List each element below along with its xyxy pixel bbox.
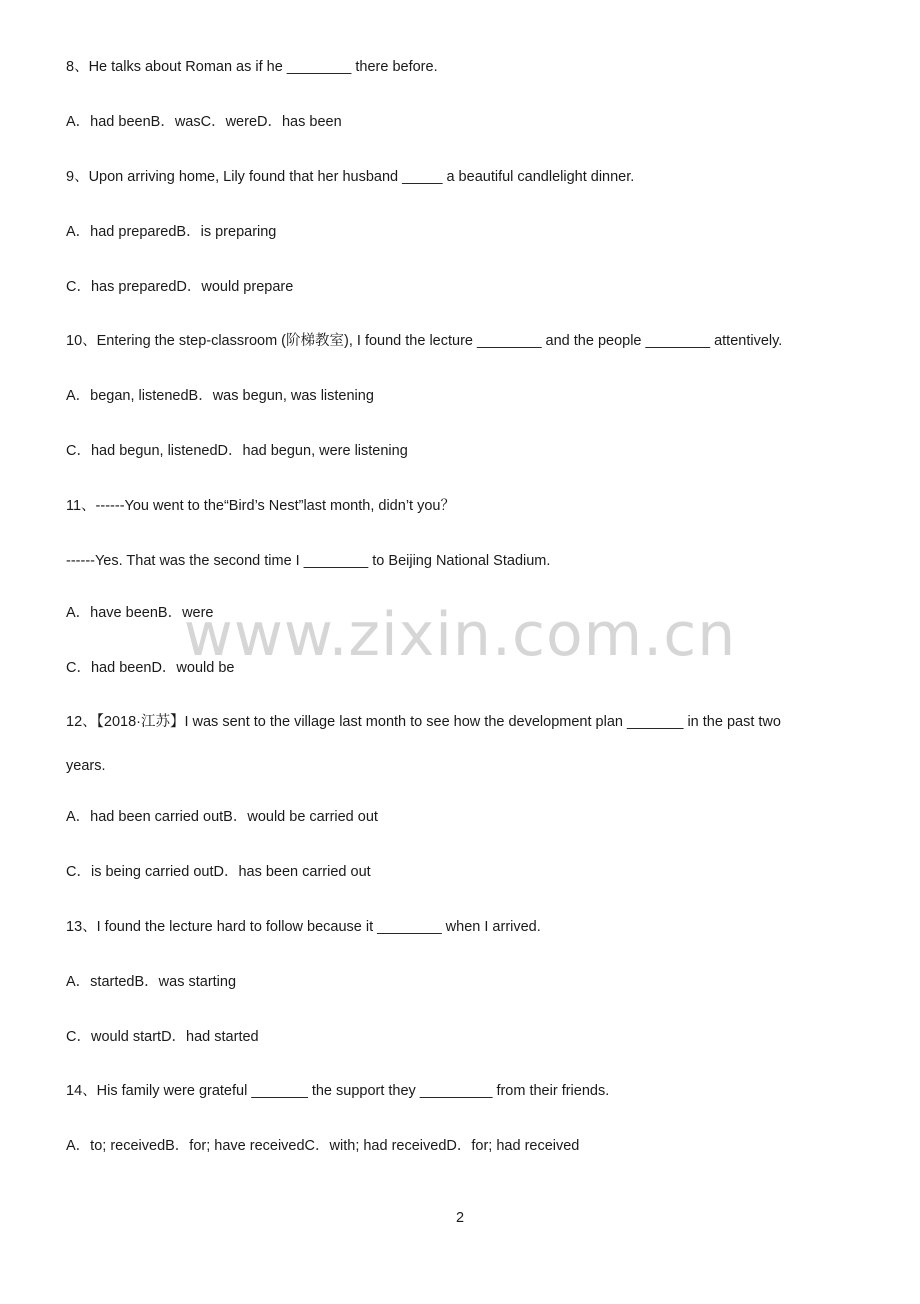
q8-options: A．had beenB．wasC．wereD．has been	[66, 114, 342, 130]
watermark: www.zixin.com.cn	[183, 600, 737, 670]
q8-stem: 8、He talks about Roman as if he ________ there before.	[66, 59, 438, 75]
q11-stem: 11、------You went to the“Bird’s Nest”last month, didn’t you？	[66, 498, 455, 514]
q9-stem: 9、Upon arriving home, Lily found that her husband _____ a beautiful candlelight dinner.	[66, 169, 635, 185]
q12-options-ab: A．had been carried outB．would be carried out	[66, 809, 378, 825]
q14-options: A．to; receivedB．for; have receivedC．with; had receivedD．for; had received	[66, 1138, 580, 1154]
q11-stem-reply: ------Yes. That was the second time I ________ to Beijing National Stadium.	[66, 553, 551, 569]
q11-options-cd: C．had beenD．would be	[66, 660, 235, 676]
q12-stem-cont: years.	[66, 758, 106, 774]
q14-stem: 14、His family were grateful _______ the support they _________ from their friends.	[66, 1083, 610, 1099]
q11-options-ab: A．have beenB．were	[66, 605, 214, 621]
q13-options-ab: A．startedB．was starting	[66, 974, 237, 990]
q12-options-cd: C．is being carried outD．has been carried out	[66, 864, 371, 880]
q13-options-cd: C．would startD．had started	[66, 1029, 259, 1045]
q9-options-cd: C．has preparedD．would prepare	[66, 279, 294, 295]
q13-stem: 13、I found the lecture hard to follow because it ________ when I arrived.	[66, 919, 541, 935]
q10-options-ab: A．began, listenedB．was begun, was listening	[66, 388, 374, 404]
q9-options-ab: A．had preparedB．is preparing	[66, 224, 277, 240]
q12-stem: 12、【2018·江苏】I was sent to the village last month to see how the development plan _______ in the past two	[66, 714, 781, 730]
q10-options-cd: C．had begun, listenedD．had begun, were listening	[66, 443, 408, 459]
q10-stem: 10、Entering the step-classroom (阶梯教室), I found the lecture ________ and the people ________ attentively.	[66, 333, 783, 349]
page-number: 2	[455, 1210, 465, 1226]
